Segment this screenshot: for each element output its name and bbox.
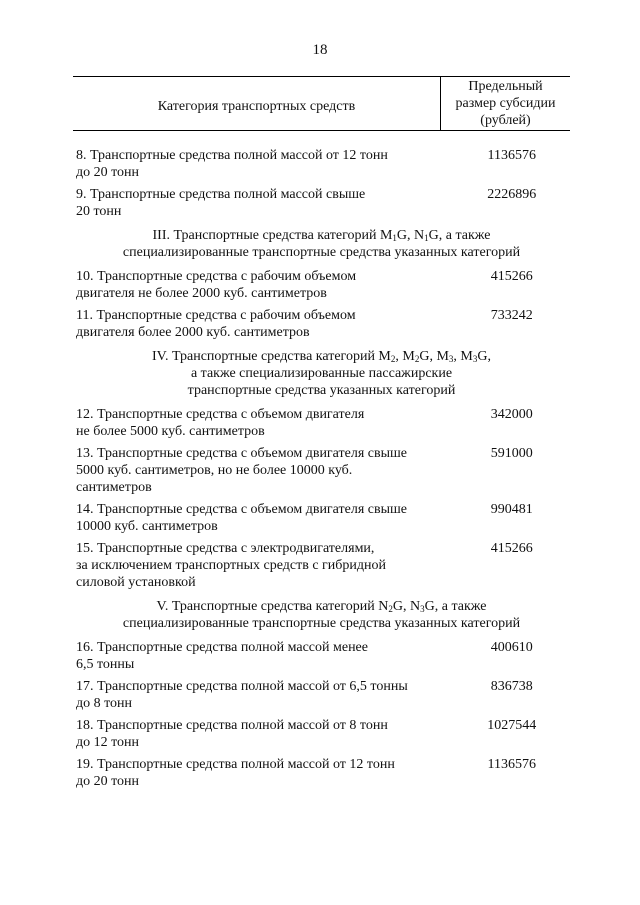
row-category-line: 11. Транспортные средства с рабочим объемом xyxy=(76,308,356,323)
header-amount-line: Предельный xyxy=(468,79,543,94)
row-amount: 1136576 xyxy=(487,148,536,163)
subscript: 2 xyxy=(388,604,393,614)
row-category-line: 10. Транспортные средства с рабочим объемом xyxy=(76,269,357,284)
header-category-label: Категория транспортных средств xyxy=(157,98,356,114)
section-text: специализированные транспортные средства указанных категорий xyxy=(122,616,521,631)
section-heading-line xyxy=(73,382,570,399)
row-category-line: 13. Транспортные средства с объемом двигателя свыше xyxy=(76,446,408,461)
row-category-line: до 20 тонн xyxy=(76,774,140,789)
subsidy-table xyxy=(73,76,570,795)
row-category-line: 16. Транспортные средства полной массой менее xyxy=(76,640,368,655)
table-row xyxy=(73,717,570,751)
section-text: III. Транспортные средства категорий M xyxy=(152,228,393,243)
table-row xyxy=(73,406,570,440)
row-category xyxy=(73,406,424,440)
section-heading-line xyxy=(73,615,570,632)
row-category xyxy=(73,147,424,181)
subscript: 3 xyxy=(420,604,425,614)
table-row xyxy=(73,639,570,673)
section-text: V. Транспортные средства категорий N xyxy=(156,599,389,614)
table-body xyxy=(73,131,570,790)
row-amount: 591000 xyxy=(490,446,533,461)
row-category-line: 19. Транспортные средства полной массой от 12 тонн xyxy=(76,757,395,772)
row-category-line: до 20 тонн xyxy=(76,165,140,180)
row-amount: 2226896 xyxy=(487,187,537,202)
row-category-line: двигателя более 2000 куб. сантиметров xyxy=(76,325,310,340)
table-row xyxy=(73,540,570,591)
row-amount: 733242 xyxy=(490,308,533,323)
subscript: 1 xyxy=(424,233,429,243)
table-row xyxy=(73,307,570,341)
row-category-line: 8. Транспортные средства полной массой от 12 тонн xyxy=(76,148,388,163)
row-category-line: 9. Транспортные средства полной массой свыше xyxy=(76,187,366,202)
row-category xyxy=(73,445,424,496)
section-text: G, xyxy=(477,349,491,364)
section-text: G, а также xyxy=(428,228,491,243)
row-category-line: 17. Транспортные средства полной массой от 6,5 тонны xyxy=(76,679,408,694)
row-amount: 342000 xyxy=(490,407,533,422)
row-category xyxy=(73,540,424,591)
section-text: , M xyxy=(453,349,473,364)
row-category-line: до 8 тонн xyxy=(76,696,133,711)
table-row xyxy=(73,186,570,220)
row-category-line: 18. Транспортные средства полной массой от 8 тонн xyxy=(76,718,388,733)
row-category-line: 14. Транспортные средства с объемом двигателя свыше xyxy=(76,502,408,517)
table-row xyxy=(73,445,570,496)
table-row xyxy=(73,678,570,712)
section-text: , M xyxy=(395,349,415,364)
section-heading-line xyxy=(73,227,570,244)
header-amount-line: (рублей) xyxy=(480,113,531,128)
section-heading xyxy=(73,598,570,632)
subscript: 3 xyxy=(448,354,454,364)
row-amount: 990481 xyxy=(490,502,533,517)
section-text: G, а также xyxy=(424,599,487,614)
table-header xyxy=(73,76,570,131)
row-amount: 1027544 xyxy=(487,718,537,733)
row-category-line: 12. Транспортные средства с объемом двигателя xyxy=(76,407,365,422)
row-category-line: 20 тонн xyxy=(76,204,122,219)
row-category xyxy=(73,268,424,302)
row-category xyxy=(73,307,424,341)
page-number: 18 xyxy=(312,42,328,58)
row-category-line: 10000 куб. сантиметров xyxy=(76,519,218,534)
subscript: 3 xyxy=(472,354,478,364)
section-text: G, N xyxy=(396,228,425,243)
subscript: 1 xyxy=(392,233,397,243)
row-category xyxy=(73,678,424,712)
section-heading-line xyxy=(73,348,570,365)
table-row xyxy=(73,268,570,302)
row-category-line: 15. Транспортные средства с электродвигателями, xyxy=(76,541,375,556)
header-amount xyxy=(441,77,570,130)
section-heading-line xyxy=(73,598,570,615)
row-category-line: не более 5000 куб. сантиметров xyxy=(76,424,265,439)
row-amount: 415266 xyxy=(490,541,533,556)
table-row xyxy=(73,756,570,790)
row-amount: 836738 xyxy=(490,679,533,694)
section-text: G, M xyxy=(419,349,449,364)
section-heading-line xyxy=(73,365,570,382)
subscript: 2 xyxy=(390,354,396,364)
row-category-line: до 12 тонн xyxy=(76,735,140,750)
section-text: IV. Транспортные средства категорий M xyxy=(152,349,391,364)
row-category-line: за исключением транспортных средств с гибридной xyxy=(76,558,386,573)
header-amount-line: размер субсидии xyxy=(455,96,556,111)
table-row xyxy=(73,147,570,181)
section-text: а также специализированные пассажирские xyxy=(190,366,453,381)
section-text: специализированные транспортные средства указанных категорий xyxy=(122,245,521,260)
row-category xyxy=(73,717,424,751)
section-heading xyxy=(73,348,570,399)
header-category xyxy=(73,77,441,130)
section-heading xyxy=(73,227,570,261)
row-category-line: 5000 куб. сантиметров, но не более 10000 куб. xyxy=(76,463,353,478)
table-row xyxy=(73,501,570,535)
row-category-line: сантиметров xyxy=(76,480,152,495)
subscript: 2 xyxy=(414,354,420,364)
section-text: транспортные средства указанных категорий xyxy=(187,383,456,398)
section-text: G, N xyxy=(392,599,421,614)
row-category xyxy=(73,639,424,673)
section-heading-line xyxy=(73,244,570,261)
row-amount: 1136576 xyxy=(487,757,536,772)
row-category xyxy=(73,186,424,220)
row-category-line: 6,5 тонны xyxy=(76,657,135,672)
row-category xyxy=(73,756,424,790)
row-amount: 415266 xyxy=(490,269,533,284)
row-category-line: двигателя не более 2000 куб. сантиметров xyxy=(76,286,327,301)
row-category xyxy=(73,501,424,535)
row-category-line: силовой установкой xyxy=(76,575,196,590)
row-amount: 400610 xyxy=(490,640,533,655)
